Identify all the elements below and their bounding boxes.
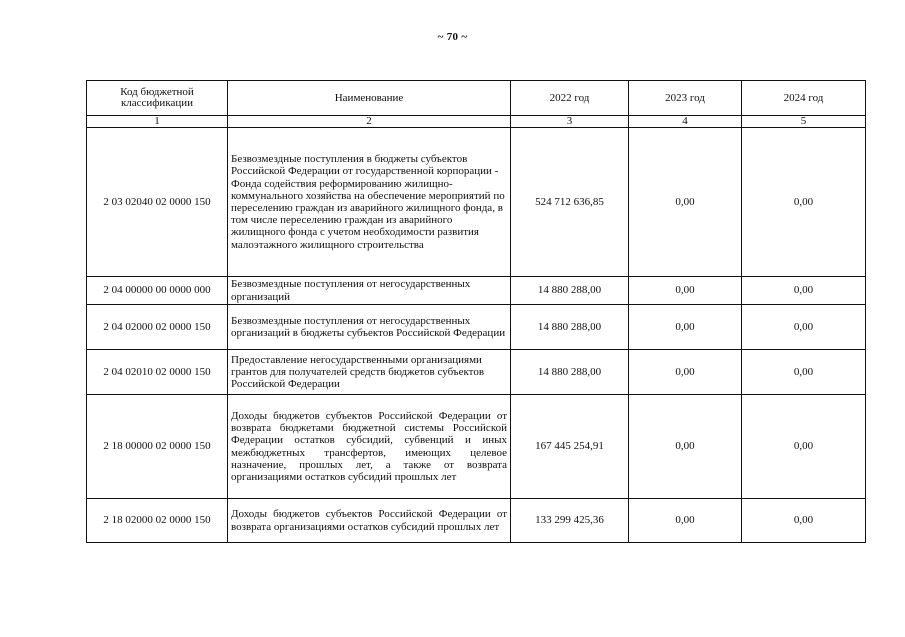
name-cell: Доходы бюджетов субъектов Российской Федерации от возврата организациями остатков субсидий прошлых лет — [228, 499, 511, 543]
amount-2023-cell: 0,00 — [629, 305, 742, 350]
budget-code-cell: 2 04 02010 02 0000 150 — [87, 350, 228, 395]
column-number: 3 — [511, 116, 629, 128]
name-cell: Безвозмездные поступления от негосударственных организаций — [228, 277, 511, 305]
table-header-row — [87, 81, 866, 116]
amount-2022-cell: 14 880 288,00 — [511, 277, 629, 305]
table-row — [87, 305, 866, 350]
table-row — [87, 128, 866, 277]
budget-code-cell: 2 04 02000 02 0000 150 — [87, 305, 228, 350]
column-number-row — [87, 116, 866, 128]
name-cell: Доходы бюджетов субъектов Российской Федерации от возврата бюджетами бюджетной системы Российской Федерации остатков субсидий, субвенций и иных межбюджетных трансфертов, имеющих целевое назначение, прошлых лет, а также от возврата организациями остатков субсидий прошлых лет — [228, 395, 511, 499]
table-row — [87, 395, 866, 499]
budget-code-cell: 2 18 02000 02 0000 150 — [87, 499, 228, 543]
amount-2023-cell: 0,00 — [629, 395, 742, 499]
amount-2024-cell: 0,00 — [742, 395, 866, 499]
table-row — [87, 499, 866, 543]
amount-2024-cell: 0,00 — [742, 277, 866, 305]
name-cell: Предоставление негосударственными организациями грантов для получателей средств бюджетов субъектов Российской Федерации — [228, 350, 511, 395]
amount-2024-cell: 0,00 — [742, 305, 866, 350]
amount-2024-cell: 0,00 — [742, 350, 866, 395]
column-number: 4 — [629, 116, 742, 128]
amount-2024-cell: 0,00 — [742, 128, 866, 277]
column-header-code: Код бюджетной классификации — [87, 81, 228, 116]
column-number: 1 — [87, 116, 228, 128]
budget-revenue-table — [86, 80, 866, 543]
amount-2022-cell: 524 712 636,85 — [511, 128, 629, 277]
table-row — [87, 350, 866, 395]
amount-2023-cell: 0,00 — [629, 350, 742, 395]
budget-code-cell: 2 03 02040 02 0000 150 — [87, 128, 228, 277]
column-header-2023: 2023 год — [629, 81, 742, 116]
amount-2022-cell: 133 299 425,36 — [511, 499, 629, 543]
amount-2022-cell: 14 880 288,00 — [511, 305, 629, 350]
page-number: ~ 70 ~ — [437, 31, 468, 43]
column-header-2022: 2022 год — [511, 81, 629, 116]
column-number: 5 — [742, 116, 866, 128]
name-cell: Безвозмездные поступления в бюджеты субъектов Российской Федерации от государственной корпорации - Фонда содействия реформированию жилищно-коммунального хозяйства на обеспечение мероприятий по переселению граждан из аварийного жилищного фонда, в том числе переселению граждан из аварийного жилищного фонда с учетом необходимости развития малоэтажного жилищного строительства — [228, 128, 511, 277]
amount-2023-cell: 0,00 — [629, 128, 742, 277]
column-header-name: Наименование — [228, 81, 511, 116]
amount-2022-cell: 14 880 288,00 — [511, 350, 629, 395]
amount-2023-cell: 0,00 — [629, 277, 742, 305]
name-cell: Безвозмездные поступления от негосударственных организаций в бюджеты субъектов Российской Федерации — [228, 305, 511, 350]
amount-2023-cell: 0,00 — [629, 499, 742, 543]
table-row — [87, 277, 866, 305]
budget-code-cell: 2 18 00000 02 0000 150 — [87, 395, 228, 499]
budget-code-cell: 2 04 00000 00 0000 000 — [87, 277, 228, 305]
amount-2024-cell: 0,00 — [742, 499, 866, 543]
column-header-2024: 2024 год — [742, 81, 866, 116]
amount-2022-cell: 167 445 254,91 — [511, 395, 629, 499]
column-number: 2 — [228, 116, 511, 128]
